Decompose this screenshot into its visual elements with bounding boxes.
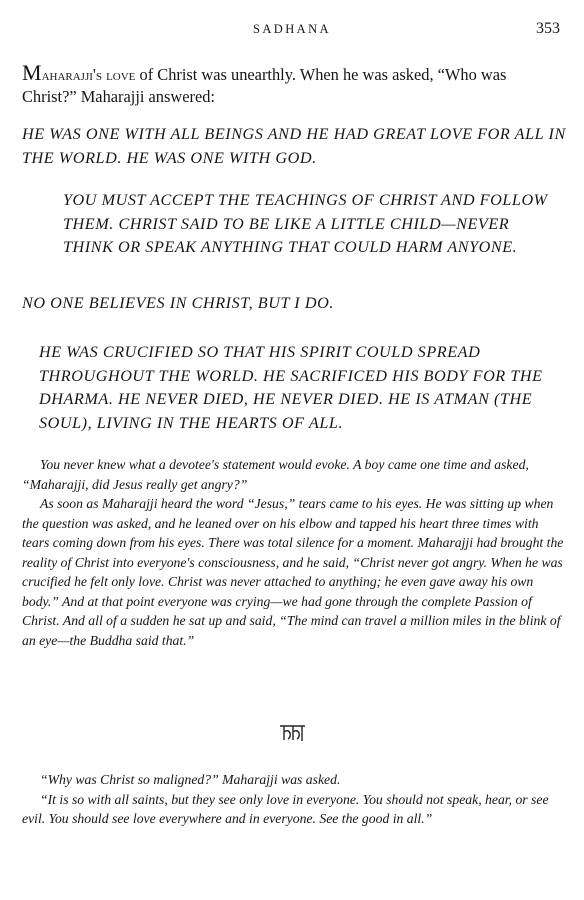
- chapter-title: SADHANA: [253, 22, 331, 36]
- devanagari-ornament-icon: [272, 720, 312, 746]
- closing-section: [22, 770, 566, 829]
- running-head: [0, 20, 584, 42]
- anecdote-paragraph-1: You never knew what a devotee's statement would evoke. A boy came one time and asked, “Maharajji, did Jesus really get angry?”: [22, 457, 529, 492]
- drop-cap: M: [22, 60, 42, 85]
- closing-paragraph-1: “Why was Christ so maligned?” Maharajji was asked.: [40, 772, 341, 787]
- anecdote-section: [22, 455, 566, 650]
- intro-text: of Christ was unearthly. When he was asked, “Who was Christ?” Maharajji answered:: [22, 65, 507, 106]
- quote-1: HE WAS ONE WITH ALL BEINGS AND HE HAD GREAT LOVE FOR ALL IN THE WORLD. HE WAS ONE WITH GOD.: [22, 125, 566, 167]
- intro-paragraph: [22, 62, 562, 108]
- quote-4: HE WAS CRUCIFIED SO THAT HIS SPIRIT COULD SPREAD THROUGHOUT THE WORLD. HE SACRIFICED HIS BODY FOR THE DHARMA. HE NEVER DIED, HE NEVER DIED. HE IS ATMAN (THE SOUL), LIVING IN THE HEARTS OF ALL.: [39, 343, 543, 432]
- closing-paragraph-2: “It is so with all saints, but they see only love in everyone. You should not speak, hear, or see evil. You should see love everywhere and in everyone. See the good in all.”: [22, 791, 549, 826]
- quote-3: NO ONE BELIEVES IN CHRIST, BUT I DO.: [22, 294, 334, 312]
- anecdote-paragraph-2: As soon as Maharajji heard the word “Jesus,” tears came to his eyes. He was sitting up when the question was asked, and he leaned over on his elbow and tapped his heart three times with tears coming down from his eyes. There was total silence for a moment. Maharajji had brought the reality of Christ into everyone's consciousness, and he said, “Christ never got angry. When he was crucified he felt only love. Christ was never attached to anything; he even gave away his own body.” And at that point everyone was crying—we had gone through the complete Passion of Christ. And all of a sudden he sat up and said, “The mind can travel a million miles in the blink of an eye—the Buddha said that.”: [22, 496, 564, 648]
- page-number: 353: [536, 20, 560, 37]
- small-caps-lead: aharajji's love: [41, 65, 136, 84]
- quote-2: YOU MUST ACCEPT THE TEACHINGS OF CHRIST AND FOLLOW THEM. CHRIST SAID TO BE LIKE A LITTLE CHILD—NEVER THINK OR SPEAK ANYTHING THAT COULD HARM ANYONE.: [63, 191, 548, 256]
